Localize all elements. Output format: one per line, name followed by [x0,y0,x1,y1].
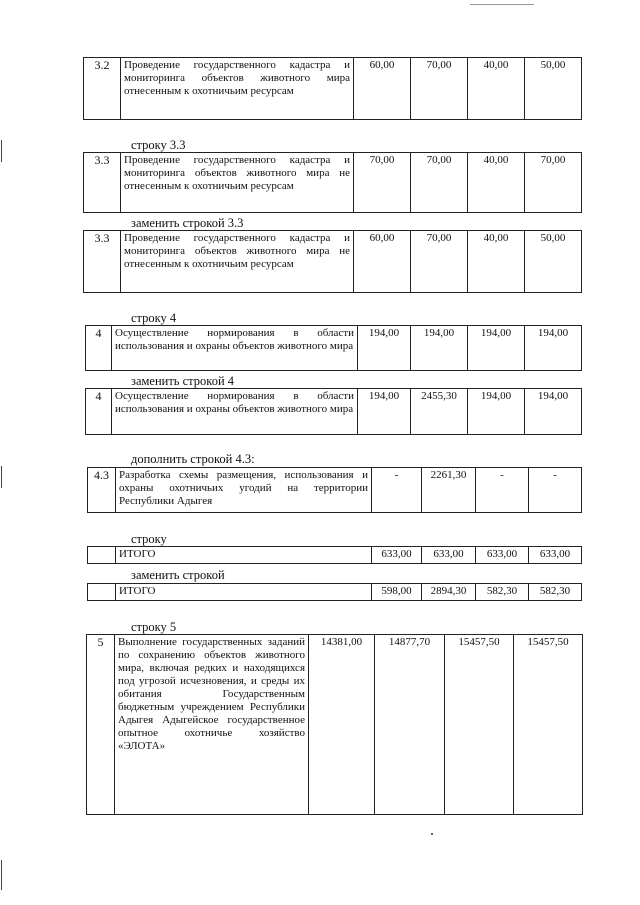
value-cell: 633,00 [529,547,582,564]
value-cell: 194,00 [525,326,582,371]
caption-row-total: строку [131,532,167,546]
table-row [88,468,582,513]
value-cell: 60,00 [354,231,411,293]
value-cell: 194,00 [525,389,582,435]
table-row [86,389,582,435]
table-row [86,326,582,371]
value-cell: 70,00 [525,153,582,213]
table-row-4-3 [87,467,582,513]
value-cell: 2261,30 [422,468,476,513]
value-cell: 582,30 [476,584,529,601]
value-cell: 2894,30 [422,584,476,601]
value-cell: 2455,30 [411,389,468,435]
caption-replace-3-3: заменить строкой 3.3 [131,216,244,230]
table-row [87,635,583,815]
caption-add-4-3: дополнить строкой 4.3: [131,452,255,466]
value-cell: 50,00 [525,231,582,293]
value-cell: 194,00 [411,326,468,371]
table-row-total-old [87,546,582,564]
scan-artifact-rule [470,4,534,5]
caption-row-5: строку 5 [131,620,177,634]
scan-edge-mark [1,140,2,162]
value-cell: 70,00 [411,153,468,213]
value-cell: 633,00 [476,547,529,564]
value-cell: 194,00 [468,389,525,435]
table-row [84,153,582,213]
value-cell: 598,00 [372,584,422,601]
caption-replace-4: заменить строкой 4 [131,374,235,388]
value-cell: 70,00 [411,58,468,120]
value-cell: - [476,468,529,513]
table-row [84,58,582,120]
scan-artifact-dot [431,833,433,835]
row-description: Проведение государственного кадастра и мониторинга объектов животного мира отнесенным к охотничьим ресурсам [121,58,354,120]
row-description: Разработка схемы размещения, использования и охраны охотничьих угодий на территории Республики Адыгея [116,468,372,513]
row-number-empty [88,547,116,564]
caption-row-4: строку 4 [131,311,177,325]
row-number-empty [88,584,116,601]
row-number: 3.3 [84,153,121,213]
row-description: Проведение государственного кадастра и мониторинга объектов животного мира не отнесенным к охотничьим ресурсам [121,231,354,293]
value-cell: 194,00 [468,326,525,371]
table-row-4-new [85,388,582,435]
row-description: Осуществление нормирования в области использования и охраны объектов животного мира [112,389,358,435]
value-cell: - [372,468,422,513]
table-row [88,547,582,564]
scan-edge-mark [1,860,2,890]
row-number: 4.3 [88,468,116,513]
value-cell: 70,00 [354,153,411,213]
value-cell: 14381,00 [309,635,375,815]
table-row-4-old [85,325,582,371]
row-number: 4 [86,326,112,371]
value-cell: 50,00 [525,58,582,120]
caption-row-3-3: строку 3.3 [131,138,186,152]
value-cell: 194,00 [358,389,411,435]
row-number: 4 [86,389,112,435]
table-row-5 [86,634,583,815]
row-description: Осуществление нормирования в области использования и охраны объектов животного мира [112,326,358,371]
value-cell: 194,00 [358,326,411,371]
table-row [88,584,582,601]
row-label: ИТОГО [116,584,372,601]
row-label: ИТОГО [116,547,372,564]
table-row-3-3-old [83,152,582,213]
row-number: 3.3 [84,231,121,293]
row-number: 5 [87,635,115,815]
value-cell: - [529,468,582,513]
row-description: Выполнение государственных заданий по сохранению объектов животного мира, включая редких и находящихся под угрозой исчезновения, и среды их обитания Государственным бюджетным учреждением Республики Адыгея Адыгейское государственное опытное охотничье хозяйство «ЭЛОТА» [115,635,309,815]
value-cell: 633,00 [372,547,422,564]
table-row-3-3-new [83,230,582,293]
value-cell: 40,00 [468,153,525,213]
table-row-3-2 [83,57,582,120]
value-cell: 60,00 [354,58,411,120]
value-cell: 15457,50 [445,635,514,815]
value-cell: 70,00 [411,231,468,293]
value-cell: 582,30 [529,584,582,601]
table-row-total-new [87,583,582,601]
value-cell: 633,00 [422,547,476,564]
row-number: 3.2 [84,58,121,120]
scan-edge-mark [1,466,2,488]
value-cell: 40,00 [468,58,525,120]
row-description: Проведение государственного кадастра и мониторинга объектов животного мира не отнесенным к охотничьим ресурсам [121,153,354,213]
value-cell: 14877,70 [375,635,445,815]
table-row [84,231,582,293]
value-cell: 40,00 [468,231,525,293]
value-cell: 15457,50 [514,635,583,815]
caption-replace-total: заменить строкой [131,568,225,582]
